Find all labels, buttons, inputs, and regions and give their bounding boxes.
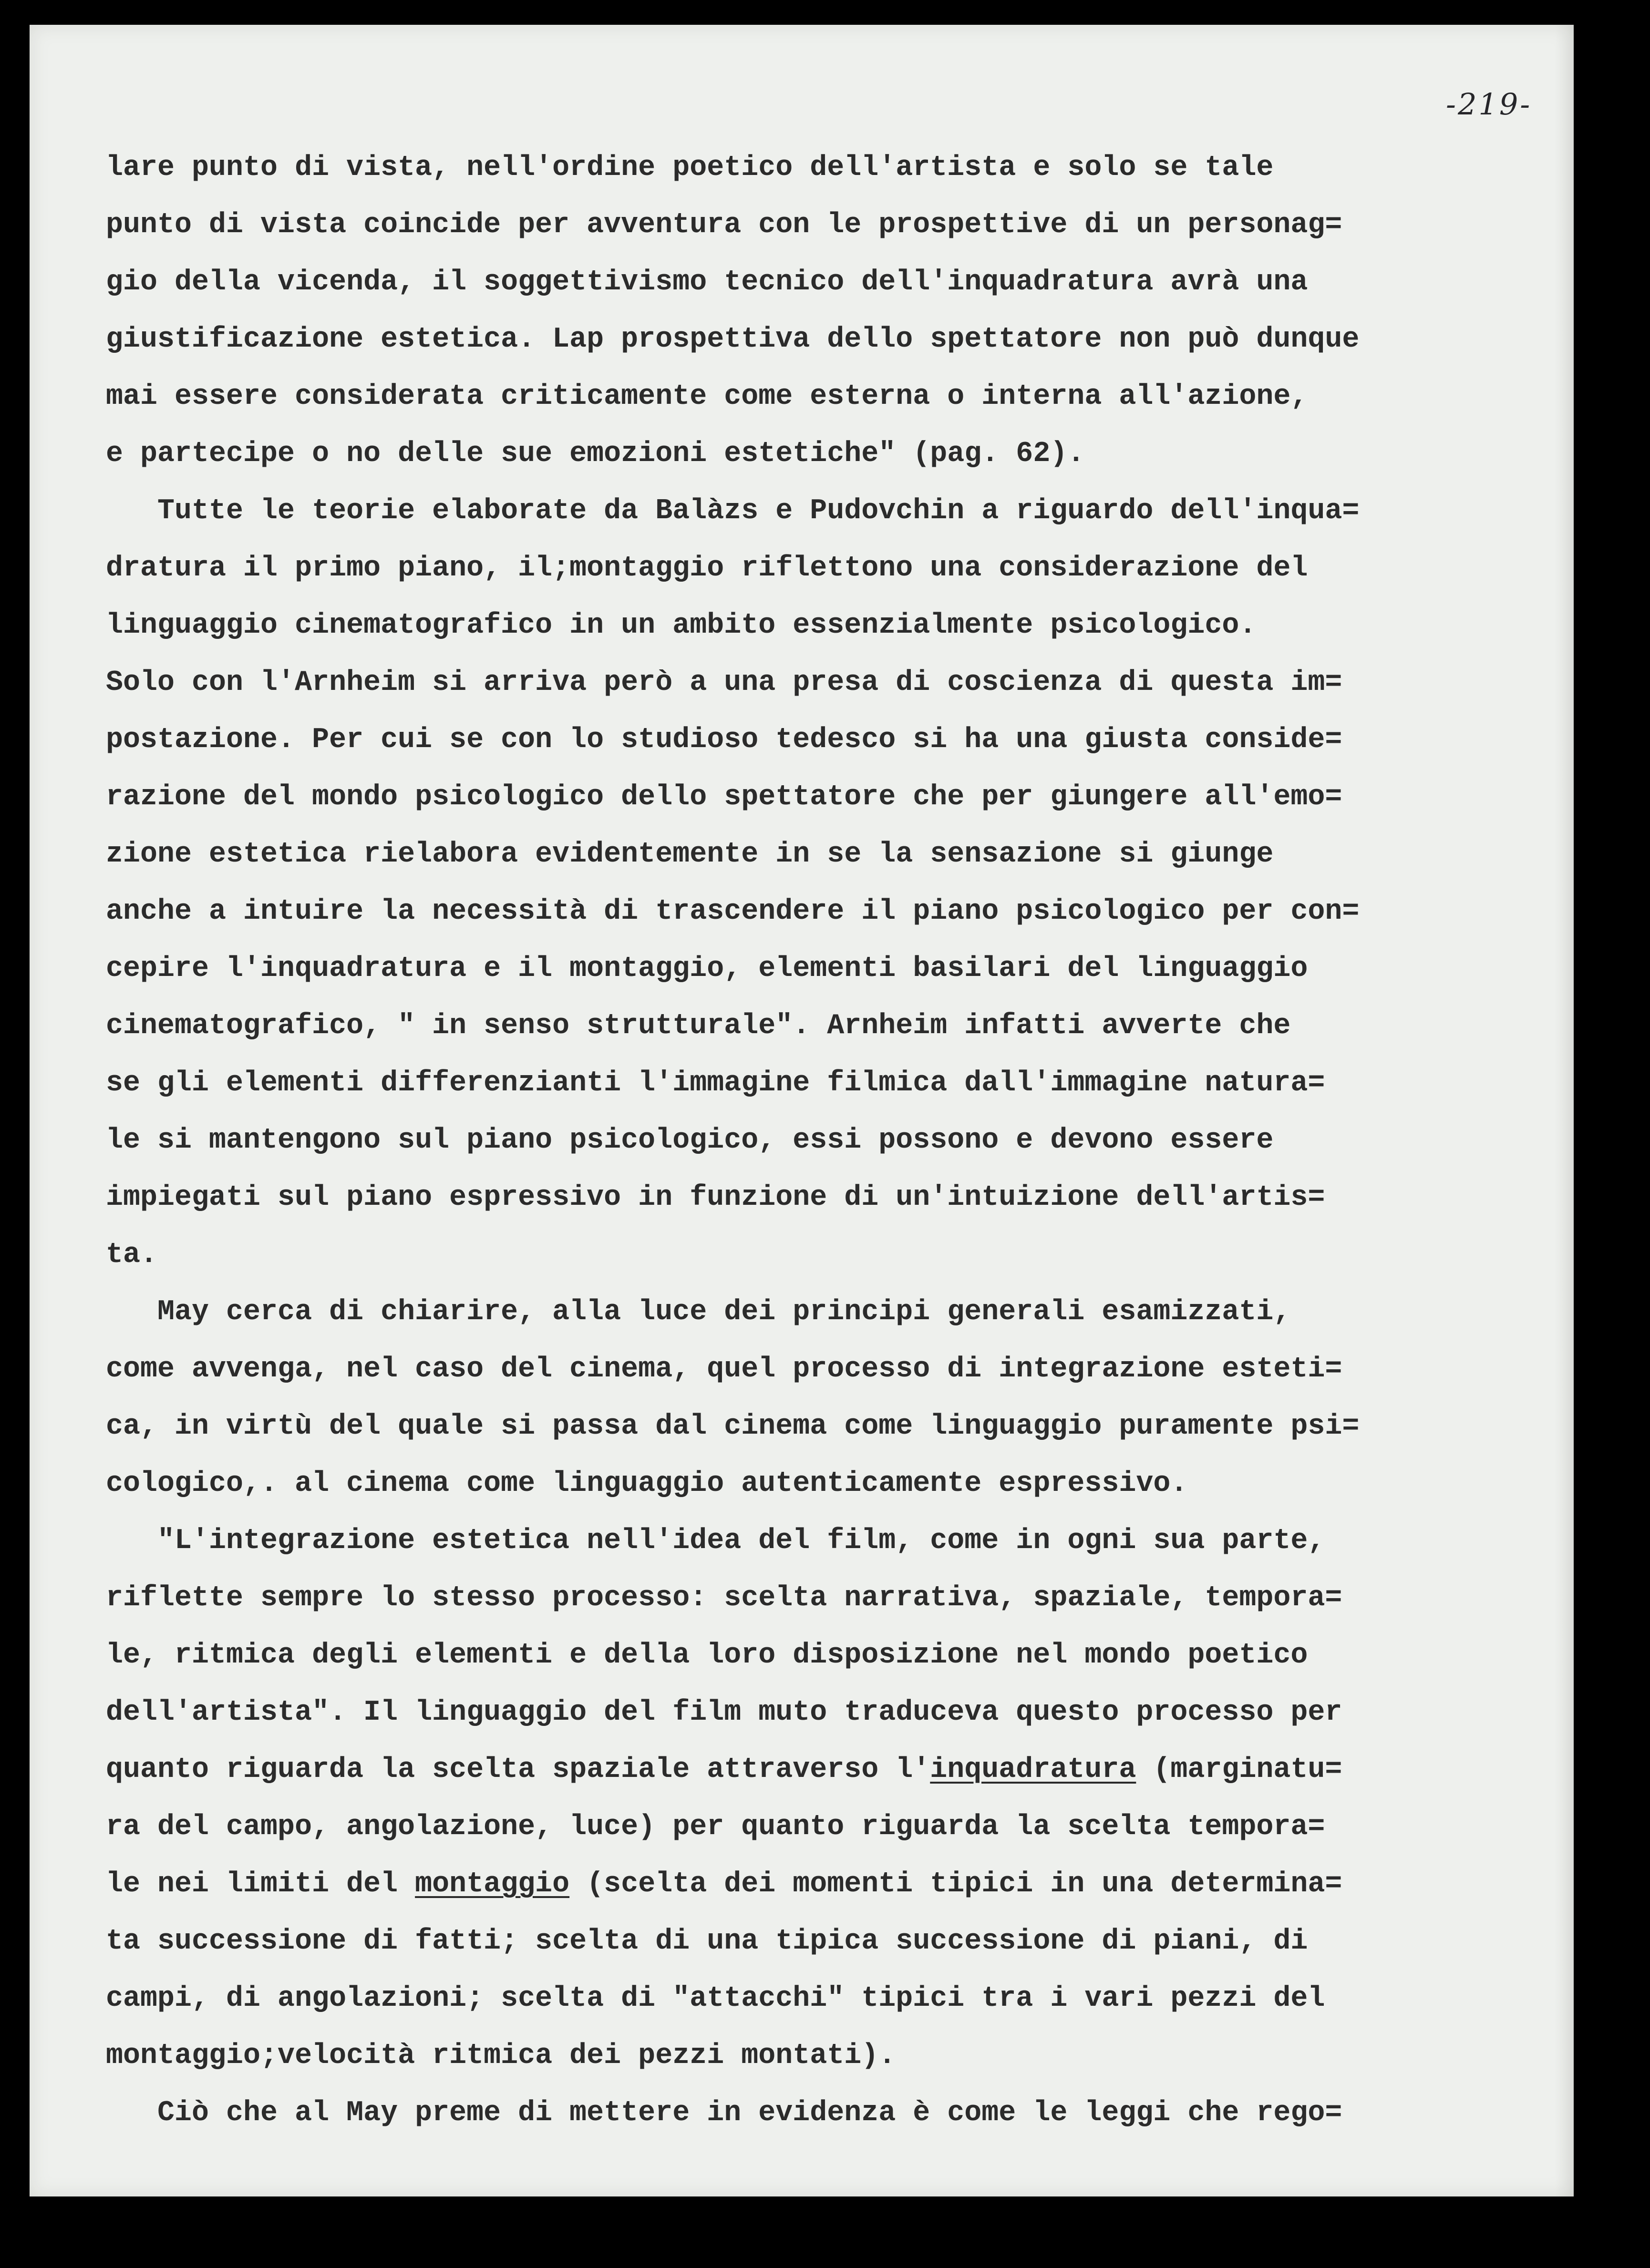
text-line: cologico,. al cinema come linguaggio autenticamente espressivo. — [106, 1468, 1188, 1500]
text-line-with-underline — [106, 1856, 1527, 1913]
page-edge-shadow — [1555, 25, 1574, 2196]
text-line: riflette sempre lo stesso processo: scelta narrativa, spaziale, tempora= — [106, 1582, 1342, 1614]
text-line: ra del campo, angolazione, luce) per quanto riguarda la scelta tempora= — [106, 1811, 1325, 1843]
text-line: montaggio;velocità ritmica dei pezzi montati). — [106, 2040, 896, 2072]
text-line: mai essere considerata criticamente come esterna o interna all'azione, — [106, 380, 1308, 413]
underlined-term-montaggio: montaggio — [415, 1868, 570, 1900]
text-line: ta successione di fatti; scelta di una tipica successione di piani, di — [106, 1925, 1308, 1958]
text-line: postazione. Per cui se con lo studioso tedesco si ha una giusta conside= — [106, 724, 1342, 756]
text-line: cinematografico, " in senso strutturale". Arnheim infatti avverte che — [106, 1010, 1291, 1042]
text-line: anche a intuire la necessità di trascendere il piano psicologico per con= — [106, 895, 1360, 928]
text-line: linguaggio cinematografico in un ambito essenzialmente psicologico. — [106, 609, 1257, 642]
text-line: zione estetica rielabora evidentemente in se la sensazione si giunge — [106, 838, 1274, 871]
typed-text-body — [106, 139, 1527, 2142]
text-line: lare punto di vista, nell'ordine poetico dell'artista e solo se tale — [106, 152, 1274, 184]
text-fragment: le nei limiti del — [106, 1868, 415, 1900]
text-line: campi, di angolazioni; scelta di "attacchi" tipici tra i vari pezzi del — [106, 1982, 1325, 2015]
text-line: Tutte le teorie elaborate da Balàzs e Pudovchin a riguardo dell'inqua= — [106, 495, 1360, 527]
text-line: "L'integrazione estetica nell'idea del film, come in ogni sua parte, — [106, 1525, 1325, 1557]
typed-page — [30, 25, 1574, 2196]
text-line: dell'artista". Il linguaggio del film muto traduceva questo processo per — [106, 1696, 1342, 1729]
text-fragment: (scelta dei momenti tipici in una determina= — [569, 1868, 1342, 1900]
text-line: May cerca di chiarire, alla luce dei principi generali esamizzati, — [106, 1296, 1291, 1328]
text-line: giustificazione estetica. Lap prospettiva dello spettatore non può dunque — [106, 323, 1360, 356]
text-line: cepire l'inquadratura e il montaggio, elementi basilari del linguaggio — [106, 953, 1308, 985]
text-line: punto di vista coincide per avventura con le prospettive di un personag= — [106, 209, 1342, 241]
text-line: come avvenga, nel caso del cinema, quel processo di integrazione esteti= — [106, 1353, 1342, 1385]
text-fragment: quanto riguarda la scelta spaziale attraverso l' — [106, 1754, 930, 1786]
text-fragment: (marginatu= — [1136, 1754, 1342, 1786]
text-line: Solo con l'Arnheim si arriva però a una presa di coscienza di questa im= — [106, 667, 1342, 699]
text-line: e partecipe o no delle sue emozioni estetiche" (pag. 62). — [106, 438, 1085, 470]
text-line: Ciò che al May preme di mettere in evidenza è come le leggi che rego= — [106, 2097, 1342, 2129]
text-line: le, ritmica degli elementi e della loro disposizione nel mondo poetico — [106, 1639, 1308, 1672]
text-line: le si mantengono sul piano psicologico, essi possono e devono essere — [106, 1124, 1274, 1157]
text-line: dratura il primo piano, il;montaggio riflettono una considerazione del — [106, 552, 1308, 585]
text-line: ta. — [106, 1239, 158, 1271]
text-line-with-underline — [106, 1741, 1527, 1798]
text-line: se gli elementi differenzianti l'immagine filmica dall'immagine natura= — [106, 1067, 1325, 1099]
text-line: gio della vicenda, il soggettivismo tecnico dell'inquadratura avrà una — [106, 266, 1308, 298]
text-line: ca, in virtù del quale si passa dal cinema come linguaggio puramente psi= — [106, 1410, 1360, 1443]
text-line: razione del mondo psicologico dello spettatore che per giungere all'emo= — [106, 781, 1342, 813]
page-number: -219- — [1446, 87, 1532, 122]
underlined-term-inquadratura: inquadratura — [930, 1754, 1136, 1786]
text-line: impiegati sul piano espressivo in funzione di un'intuizione dell'artis= — [106, 1181, 1325, 1214]
